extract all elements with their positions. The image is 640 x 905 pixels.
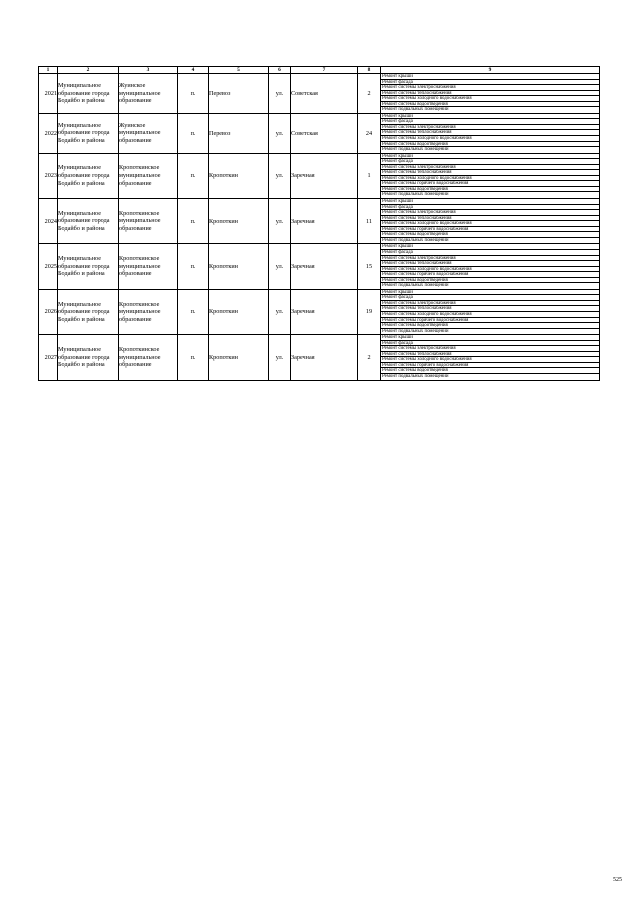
column-header: 3 <box>119 67 178 74</box>
work-item: Ремонт системы теплоснабжения <box>381 352 599 358</box>
work-item: Ремонт крыши <box>381 199 599 205</box>
table-row <box>39 113 600 153</box>
work-item: Ремонт системы теплоснабжения <box>381 91 599 97</box>
locality-cell: Кропоткин <box>209 199 269 244</box>
settlement-cell: Жуинское муниципальное образование <box>119 113 178 153</box>
work-item: Ремонт подвальных помещений <box>382 373 449 379</box>
work-item: Ремонт системы холодного водоснабжения <box>381 96 599 102</box>
table-row <box>39 244 600 289</box>
work-item: Ремонт подвальных помещений <box>382 237 449 243</box>
settlement-cell: Кропоткинское муниципальное образование <box>119 199 178 244</box>
year-cell: 2027 <box>39 335 58 380</box>
works-cell <box>381 244 600 289</box>
house-number-cell: 24 <box>358 113 381 153</box>
street-cell: Советская <box>291 74 358 114</box>
year-cell: 2021 <box>39 74 58 114</box>
work-item: Ремонт подвальных помещений <box>382 147 449 153</box>
work-item: Ремонт крыши <box>381 114 599 120</box>
column-header: 7 <box>291 67 358 74</box>
work-item: Ремонт системы водоотведения <box>381 323 599 329</box>
settlement-cell: Жуинское муниципальное образование <box>119 74 178 114</box>
settlement-cell: Кропоткинское муниципальное образование <box>119 289 178 334</box>
header-row <box>39 67 600 74</box>
works-cell <box>381 335 600 380</box>
municipality-cell: Муниципальное образование города Бодайбо и района <box>58 74 119 114</box>
work-item: Ремонт системы горячего водоснабжения <box>381 227 599 233</box>
work-item: Ремонт системы холодного водоснабжения <box>381 312 599 318</box>
locality-type-cell: п. <box>178 113 209 153</box>
work-item: Ремонт системы водоотведения <box>381 187 599 193</box>
work-item: Ремонт системы холодного водоснабжения <box>381 357 599 363</box>
works-cell <box>381 289 600 334</box>
work-item: Ремонт подвальных помещений <box>382 107 449 113</box>
work-item: Ремонт крыши <box>381 74 599 80</box>
works-cell <box>381 153 600 198</box>
table-row <box>39 335 600 380</box>
work-item: Ремонт системы теплоснабжения <box>381 216 599 222</box>
work-item: Ремонт системы электроснабжения <box>381 85 599 91</box>
works-cell <box>381 199 600 244</box>
works-cell <box>381 74 600 114</box>
column-header: 4 <box>178 67 209 74</box>
work-item: Ремонт фасада <box>381 159 599 165</box>
locality-type-cell: п. <box>178 335 209 380</box>
street-cell: Заречная <box>291 199 358 244</box>
street-cell: Заречная <box>291 289 358 334</box>
table-row <box>39 74 600 114</box>
locality-type-cell: п. <box>178 244 209 289</box>
street-cell: Советская <box>291 113 358 153</box>
locality-cell: Кропоткин <box>209 335 269 380</box>
work-item: Ремонт фасада <box>381 341 599 347</box>
municipality-cell: Муниципальное образование города Бодайбо и района <box>58 153 119 198</box>
work-item: Ремонт подвальных помещений <box>382 283 449 289</box>
municipality-cell: Муниципальное образование города Бодайбо и района <box>58 244 119 289</box>
street-cell: Заречная <box>291 244 358 289</box>
column-header: 6 <box>269 67 291 74</box>
municipality-cell: Муниципальное образование города Бодайбо и района <box>58 289 119 334</box>
street-type-cell: ул. <box>269 289 291 334</box>
street-type-cell: ул. <box>269 244 291 289</box>
year-cell: 2023 <box>39 153 58 198</box>
house-number-cell: 2 <box>358 74 381 114</box>
year-cell: 2026 <box>39 289 58 334</box>
settlement-cell: Кропоткинское муниципальное образование <box>119 153 178 198</box>
locality-cell: Кропоткин <box>209 244 269 289</box>
settlement-cell: Кропоткинское муниципальное образование <box>119 335 178 380</box>
municipality-cell: Муниципальное образование города Бодайбо и района <box>58 199 119 244</box>
work-item: Ремонт крыши <box>381 290 599 296</box>
table-body <box>39 74 600 381</box>
house-number-cell: 1 <box>358 153 381 198</box>
house-number-cell: 15 <box>358 244 381 289</box>
locality-cell: Перевоз <box>209 113 269 153</box>
page-number: 525 <box>613 877 622 883</box>
locality-type-cell: п. <box>178 199 209 244</box>
year-cell: 2022 <box>39 113 58 153</box>
street-cell: Заречная <box>291 153 358 198</box>
work-item: Ремонт подвальных помещений <box>382 192 449 198</box>
work-item: Ремонт фасада <box>381 250 599 256</box>
work-item: Ремонт системы электроснабжения <box>381 346 599 352</box>
work-item: Ремонт системы водоотведения <box>381 142 599 148</box>
street-cell: Заречная <box>291 335 358 380</box>
work-item: Ремонт системы теплоснабжения <box>381 130 599 136</box>
work-item: Ремонт системы холодного водоснабжения <box>381 176 599 182</box>
work-item: Ремонт системы горячего водоснабжения <box>381 181 599 187</box>
work-item: Ремонт системы водоотведения <box>381 278 599 284</box>
work-item: Ремонт системы электроснабжения <box>381 165 599 171</box>
work-item: Ремонт крыши <box>381 335 599 341</box>
work-item: Ремонт системы холодного водоснабжения <box>381 136 599 142</box>
works-cell <box>381 113 600 153</box>
work-item: Ремонт фасада <box>381 295 599 301</box>
locality-cell: Перевоз <box>209 74 269 114</box>
work-item: Ремонт системы горячего водоснабжения <box>381 363 599 369</box>
work-item: Ремонт системы электроснабжения <box>381 256 599 262</box>
work-item: Ремонт системы водоотведения <box>381 232 599 238</box>
column-header: 8 <box>358 67 381 74</box>
work-item: Ремонт системы холодного водоснабжения <box>381 267 599 273</box>
locality-type-cell: п. <box>178 153 209 198</box>
work-item: Ремонт системы горячего водоснабжения <box>381 318 599 324</box>
work-item: Ремонт системы горячего водоснабжения <box>381 272 599 278</box>
municipality-cell: Муниципальное образование города Бодайбо и района <box>58 335 119 380</box>
work-item: Ремонт фасада <box>381 80 599 86</box>
work-item: Ремонт системы электроснабжения <box>381 301 599 307</box>
street-type-cell: ул. <box>269 335 291 380</box>
year-cell: 2025 <box>39 244 58 289</box>
work-item: Ремонт системы теплоснабжения <box>381 306 599 312</box>
locality-cell: Кропоткин <box>209 153 269 198</box>
work-item: Ремонт системы холодного водоснабжения <box>381 221 599 227</box>
work-item: Ремонт подвальных помещений <box>382 328 449 334</box>
settlement-cell: Кропоткинское муниципальное образование <box>119 244 178 289</box>
work-item: Ремонт крыши <box>381 154 599 160</box>
column-header: 2 <box>58 67 119 74</box>
locality-cell: Кропоткин <box>209 289 269 334</box>
year-cell: 2024 <box>39 199 58 244</box>
work-item: Ремонт крыши <box>381 244 599 250</box>
table-row <box>39 153 600 198</box>
work-item: Ремонт системы электроснабжения <box>381 210 599 216</box>
street-type-cell: ул. <box>269 153 291 198</box>
column-header: 9 <box>381 67 600 74</box>
house-number-cell: 2 <box>358 335 381 380</box>
column-header: 1 <box>39 67 58 74</box>
work-item: Ремонт системы теплоснабжения <box>381 261 599 267</box>
work-item: Ремонт фасада <box>381 205 599 211</box>
work-item: Ремонт системы электроснабжения <box>381 125 599 131</box>
street-type-cell: ул. <box>269 199 291 244</box>
work-item: Ремонт системы теплоснабжения <box>381 170 599 176</box>
street-type-cell: ул. <box>269 113 291 153</box>
table-row <box>39 289 600 334</box>
work-item: Ремонт системы водоотведения <box>381 102 599 108</box>
locality-type-cell: п. <box>178 74 209 114</box>
work-item: Ремонт фасада <box>381 119 599 125</box>
street-type-cell: ул. <box>269 74 291 114</box>
repair-schedule-table <box>38 66 600 381</box>
work-item: Ремонт системы водоотведения <box>381 368 599 374</box>
municipality-cell: Муниципальное образование города Бодайбо и района <box>58 113 119 153</box>
house-number-cell: 19 <box>358 289 381 334</box>
locality-type-cell: п. <box>178 289 209 334</box>
column-header: 5 <box>209 67 269 74</box>
table-row <box>39 199 600 244</box>
house-number-cell: 11 <box>358 199 381 244</box>
